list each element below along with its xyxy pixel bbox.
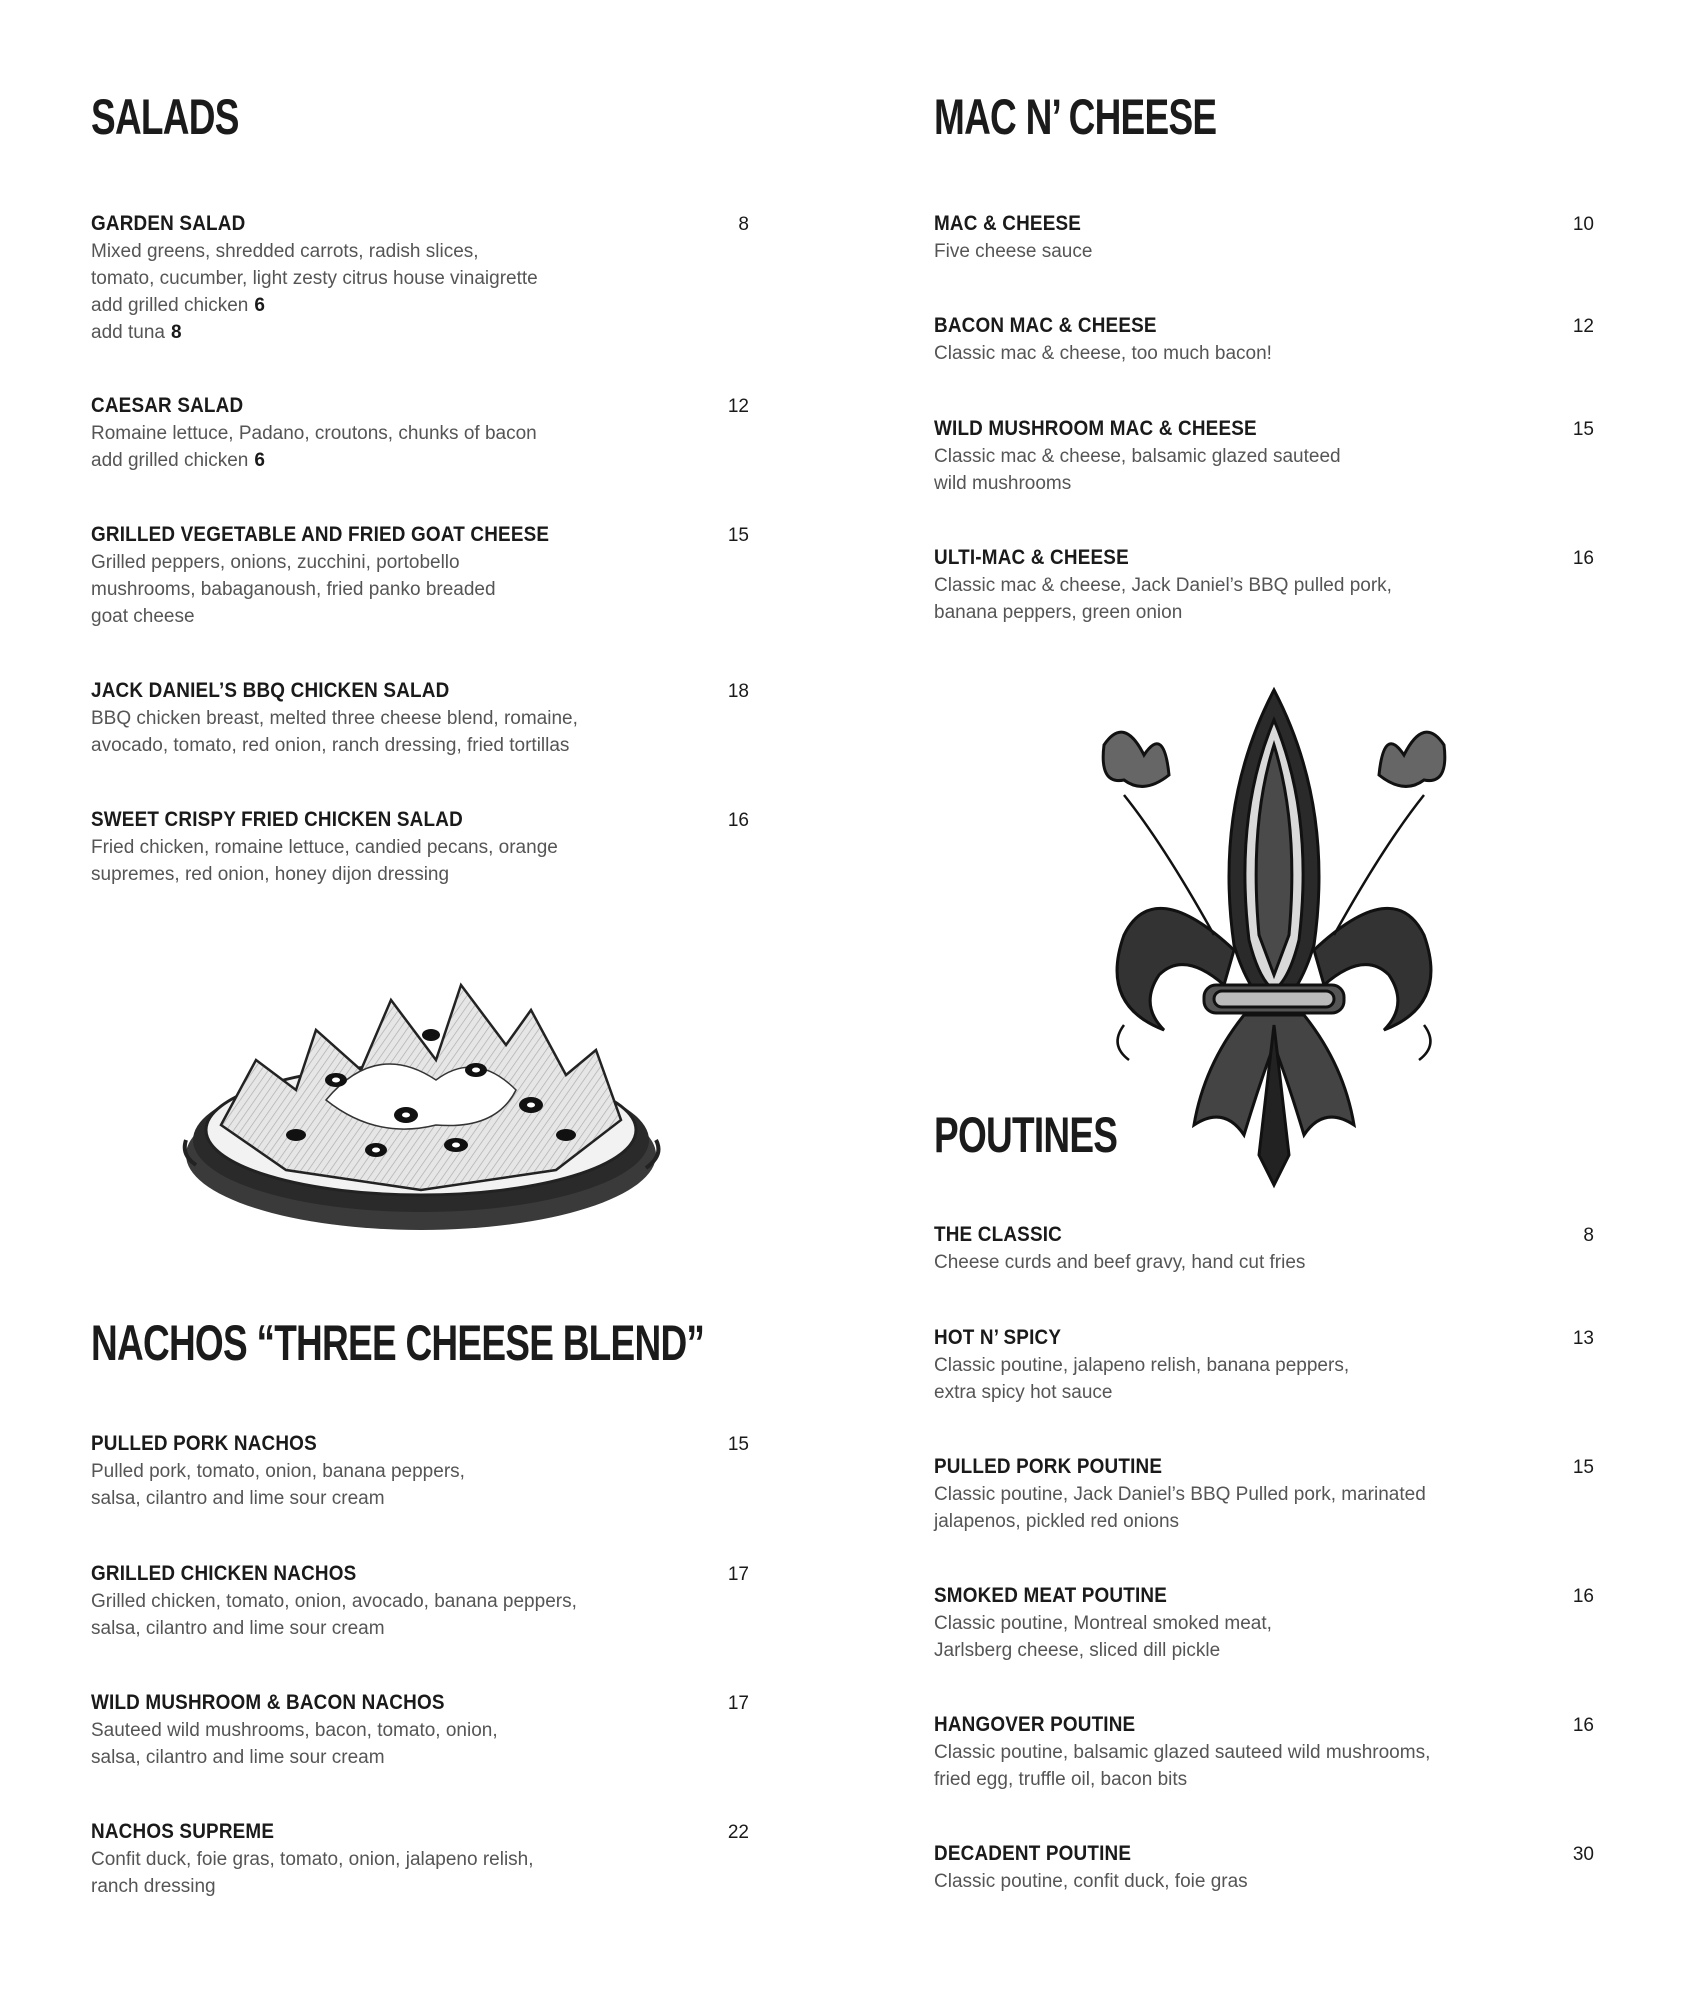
item-price: 22 — [727, 1822, 749, 1843]
item-desc: Classic mac & cheese, too much bacon! — [934, 343, 1272, 364]
item-price: 15 — [727, 525, 749, 546]
item-price: 8 — [738, 214, 749, 235]
menu-item — [934, 210, 1594, 265]
item-desc: ranch dressing — [91, 1876, 216, 1897]
item-name: GARDEN SALAD — [91, 212, 246, 235]
item-price: 16 — [1572, 1586, 1594, 1607]
item-desc: Cheese curds and beef gravy, hand cut fries — [934, 1252, 1306, 1273]
menu-item — [91, 1430, 749, 1512]
item-desc: Five cheese sauce — [934, 241, 1093, 262]
item-name: JACK DANIEL’S BBQ CHICKEN SALAD — [91, 679, 450, 702]
item-price: 13 — [1572, 1328, 1594, 1349]
item-desc: Classic poutine, jalapeno relish, banana peppers, — [934, 1355, 1350, 1376]
item-name: THE CLASSIC — [934, 1223, 1062, 1246]
item-name: SWEET CRISPY FRIED CHICKEN SALAD — [91, 808, 463, 831]
item-desc: Fried chicken, romaine lettuce, candied pecans, orange — [91, 837, 558, 858]
item-name: MAC & CHEESE — [934, 212, 1082, 235]
item-price: 15 — [727, 1434, 749, 1455]
mac-title: MAC N’ CHEESE — [934, 89, 1217, 145]
item-name: WILD MUSHROOM & BACON NACHOS — [91, 1691, 445, 1714]
item-name: NACHOS SUPREME — [91, 1820, 275, 1843]
poutines-title: POUTINES — [934, 1107, 1118, 1163]
item-price: 16 — [727, 810, 749, 831]
menu-item — [934, 1453, 1594, 1535]
item-desc: Classic mac & cheese, Jack Daniel’s BBQ pulled pork, — [934, 575, 1392, 596]
item-price: 12 — [1572, 316, 1594, 337]
item-name: DECADENT POUTINE — [934, 1842, 1132, 1865]
item-desc: fried egg, truffle oil, bacon bits — [934, 1769, 1188, 1790]
item-name: HANGOVER POUTINE — [934, 1713, 1136, 1736]
menu-item — [91, 806, 749, 888]
item-name: PULLED PORK NACHOS — [91, 1432, 317, 1455]
menu-item — [934, 1324, 1594, 1406]
item-price: 30 — [1572, 1844, 1594, 1865]
item-name: SMOKED MEAT POUTINE — [934, 1584, 1168, 1607]
item-desc: Mixed greens, shredded carrots, radish slices, — [91, 241, 479, 262]
menu-item — [91, 392, 749, 474]
nachos-skillet-illustration — [176, 940, 666, 1250]
item-price: 15 — [1572, 1457, 1594, 1478]
item-desc: Classic poutine, confit duck, foie gras — [934, 1871, 1248, 1892]
item-desc: Classic poutine, balsamic glazed sauteed wild mushrooms, — [934, 1742, 1431, 1763]
item-name: GRILLED VEGETABLE AND FRIED GOAT CHEESE — [91, 523, 550, 546]
menu-item — [91, 210, 749, 346]
item-addon: add grilled chicken 6 — [91, 450, 265, 471]
item-desc: Romaine lettuce, Padano, croutons, chunks of bacon — [91, 423, 537, 444]
item-addon: add grilled chicken 6 — [91, 295, 265, 316]
item-desc: Pulled pork, tomato, onion, banana peppers, — [91, 1461, 465, 1482]
item-desc: Classic poutine, Montreal smoked meat, — [934, 1613, 1272, 1634]
item-price: 12 — [727, 396, 749, 417]
item-desc: wild mushrooms — [934, 473, 1072, 494]
item-name: BACON MAC & CHEESE — [934, 314, 1157, 337]
item-name: ULTI-MAC & CHEESE — [934, 546, 1129, 569]
item-desc: Classic poutine, Jack Daniel’s BBQ Pulled pork, marinated — [934, 1484, 1426, 1505]
menu-item — [934, 1582, 1594, 1664]
item-price: 16 — [1572, 548, 1594, 569]
item-desc: extra spicy hot sauce — [934, 1382, 1113, 1403]
item-desc: salsa, cilantro and lime sour cream — [91, 1618, 385, 1639]
item-desc: supremes, red onion, honey dijon dressing — [91, 864, 450, 885]
item-price: 10 — [1572, 214, 1594, 235]
item-name: PULLED PORK POUTINE — [934, 1455, 1163, 1478]
item-desc: banana peppers, green onion — [934, 602, 1183, 623]
item-name: CAESAR SALAD — [91, 394, 244, 417]
item-price: 16 — [1572, 1715, 1594, 1736]
item-desc: salsa, cilantro and lime sour cream — [91, 1488, 385, 1509]
item-desc: Grilled chicken, tomato, onion, avocado, banana peppers, — [91, 1591, 577, 1612]
menu-item — [934, 1711, 1594, 1793]
menu-item — [91, 1818, 749, 1900]
item-desc: goat cheese — [91, 606, 195, 627]
salads-title: SALADS — [91, 89, 239, 145]
item-price: 8 — [1583, 1225, 1594, 1246]
fleur-de-lis-illustration — [1084, 685, 1464, 1195]
menu-item — [934, 312, 1594, 367]
item-desc: BBQ chicken breast, melted three cheese blend, romaine, — [91, 708, 578, 729]
item-desc: Grilled peppers, onions, zucchini, portobello — [91, 552, 460, 573]
menu-item — [91, 1560, 749, 1642]
item-desc: Jarlsberg cheese, sliced dill pickle — [934, 1640, 1221, 1661]
menu-item — [934, 544, 1594, 626]
menu-item — [934, 415, 1594, 497]
item-desc: mushrooms, babaganoush, fried panko breaded — [91, 579, 496, 600]
item-name: HOT N’ SPICY — [934, 1326, 1062, 1349]
menu-item — [91, 521, 749, 630]
item-price: 18 — [727, 681, 749, 702]
menu-item — [934, 1221, 1594, 1276]
nachos-title: NACHOS “THREE CHEESE BLEND” — [91, 1315, 705, 1371]
item-desc: salsa, cilantro and lime sour cream — [91, 1747, 385, 1768]
item-price: 17 — [727, 1693, 749, 1714]
item-desc: tomato, cucumber, light zesty citrus house vinaigrette — [91, 268, 538, 289]
item-addon: add tuna 8 — [91, 322, 182, 343]
menu-item — [934, 1840, 1594, 1895]
item-desc: jalapenos, pickled red onions — [934, 1511, 1180, 1532]
item-price: 17 — [727, 1564, 749, 1585]
item-desc: avocado, tomato, red onion, ranch dressing, fried tortillas — [91, 735, 570, 756]
item-desc: Confit duck, foie gras, tomato, onion, jalapeno relish, — [91, 1849, 534, 1870]
menu-item — [91, 677, 749, 759]
menu-item — [91, 1689, 749, 1771]
item-name: WILD MUSHROOM MAC & CHEESE — [934, 417, 1257, 440]
item-desc: Sauteed wild mushrooms, bacon, tomato, onion, — [91, 1720, 498, 1741]
item-desc: Classic mac & cheese, balsamic glazed sauteed — [934, 446, 1341, 467]
item-name: GRILLED CHICKEN NACHOS — [91, 1562, 357, 1585]
item-price: 15 — [1572, 419, 1594, 440]
